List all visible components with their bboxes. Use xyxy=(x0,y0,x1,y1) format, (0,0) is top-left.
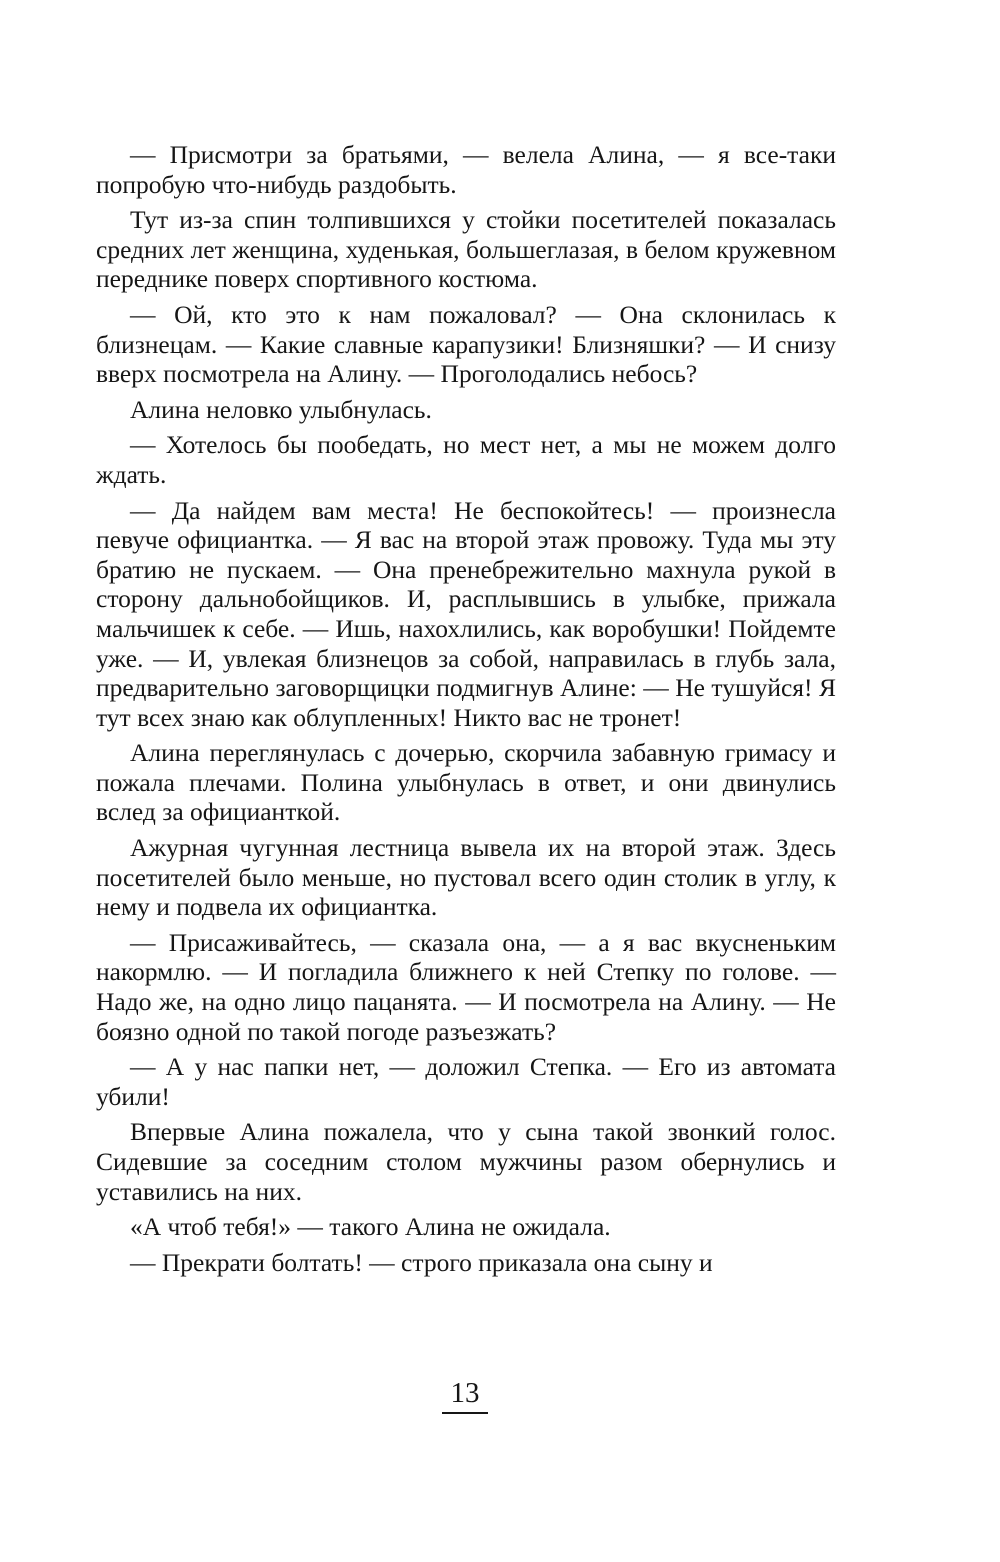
paragraph-8: Ажурная чугунная лестница вывела их на второй этаж. Здесь посетителей было меньше, но пустовал всего один столик в углу, к нему и подвела их официантка. xyxy=(96,833,836,922)
paragraph-5: — Хотелось бы пообедать, но мест нет, а мы не можем долго ждать. xyxy=(96,430,836,489)
paragraph-11: Впервые Алина пожалела, что у сына такой звонкий голос. Сидевшие за соседним столом мужчины разом обернулись и уставились на них. xyxy=(96,1117,836,1206)
paragraph-2: Тут из-за спин толпившихся у стойки посетителей показалась средних лет женщина, худенькая, большеглазая, в белом кружевном переднике поверх спортивного костюма. xyxy=(96,205,836,294)
page-number-underline xyxy=(442,1412,488,1414)
paragraph-10: — А у нас папки нет, — доложил Степка. — Его из автомата убили! xyxy=(96,1052,836,1111)
paragraph-13: — Прекрати болтать! — строго приказала она сыну и xyxy=(130,1247,713,1277)
paragraph-12: «А чтоб тебя!» — такого Алина не ожидала. xyxy=(130,1212,611,1242)
book-page-text xyxy=(96,140,836,1277)
paragraph-1: — Присмотри за братьями, — велела Алина, — я все-таки попробую что-нибудь раздобыть. xyxy=(96,140,836,199)
paragraph-3: — Ой, кто это к нам пожаловал? — Она склонилась к близнецам. — Какие славные карапузики! Близняшки? — И снизу вверх посмотрела на Алину. — Проголодались небось? xyxy=(96,299,836,389)
page-number: 13 xyxy=(450,1377,480,1409)
paragraph-6: — Да найдем вам места! Не беспокойтесь! — произнесла певуче официантка. — Я вас на второй этаж провожу. Туда мы эту братию не пускаем. — Она пренебрежительно махнула рукой в сторону дальнобойщиков. И, расплывшись в улыбке, прижала мальчишек к себе. — Ишь, нахохлились, как воробушки! Пойдемте уже. — И, увлекая близнецов за собой, направилась в глубь зала, предварительно заговорщицки подмигнув Алине: — Не тушуйся! Я тут всех знаю как облупленных! Никто вас не тронет! xyxy=(96,495,836,732)
paragraph-7: Алина переглянулась с дочерью, скорчила забавную гримасу и пожала плечами. Полина улыбнулась в ответ, и они двинулись вслед за официанткой. xyxy=(96,738,836,827)
paragraph-9: — Присаживайтесь, — сказала она, — а я вас вкусненьким накормлю. — И погладила ближнего к ней Степку по голове. — Надо же, на одно лицо пацанята. — И посмотрела на Алину. — Не боязно одной по такой погоде разъезжать? xyxy=(96,927,836,1046)
paragraph-4: Алина неловко улыбнулась. xyxy=(130,394,432,424)
